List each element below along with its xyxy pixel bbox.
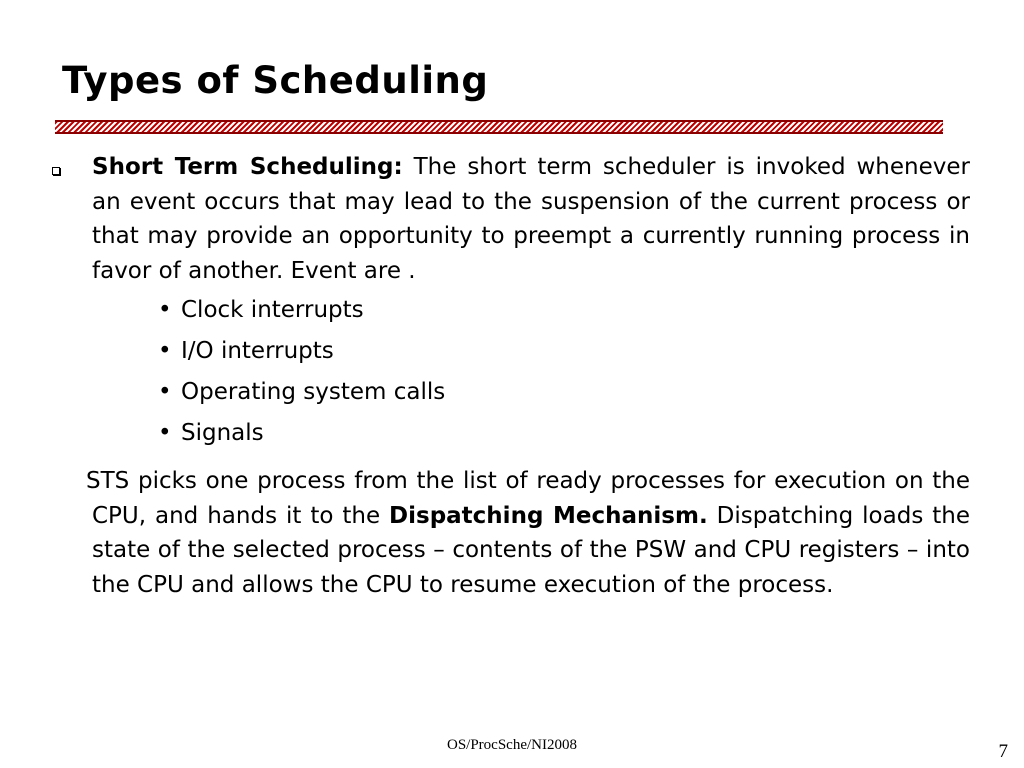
bullet-icon: • [158, 338, 172, 364]
paragraph2-text-after: Dispatching loads the state of the selected process – contents of the PSW and CPU registers – into the CPU and allows the CPU to resume execution of the process. [92, 502, 970, 598]
bullet-icon: • [158, 420, 172, 446]
event-label: Clock interrupts [181, 297, 364, 323]
list-item [158, 334, 445, 375]
event-list [158, 293, 445, 457]
term-dispatching-mechanism: Dispatching Mechanism. [389, 502, 708, 529]
title-divider [55, 120, 943, 134]
list-item [158, 416, 445, 457]
bullet-icon: • [158, 297, 172, 323]
event-label: Signals [181, 420, 264, 446]
event-label: I/O interrupts [181, 338, 334, 364]
list-item [158, 375, 445, 416]
slide-title: Types of Scheduling [62, 59, 489, 102]
paragraph-dispatching [86, 464, 970, 602]
paragraph2-text-before: STS picks one process from the list of ready processes for execution on the CPU, and hands it to the [86, 468, 970, 529]
page-number: 7 [998, 741, 1008, 762]
term-short-term-scheduling: Short Term Scheduling: [92, 154, 403, 180]
slide-footer: OS/ProcSche/NI2008 [447, 737, 577, 753]
bullet-icon: • [158, 379, 172, 405]
paragraph1-text: The short term scheduler is invoked whenever an event occurs that may lead to the suspension of the current process or that may provide an opportunity to preempt a currently running process in favor of another. Event are . [92, 154, 970, 284]
event-label: Operating system calls [181, 379, 446, 405]
paragraph-short-term-scheduling [92, 150, 970, 288]
square-bullet-icon [52, 167, 60, 175]
list-item [158, 293, 445, 334]
